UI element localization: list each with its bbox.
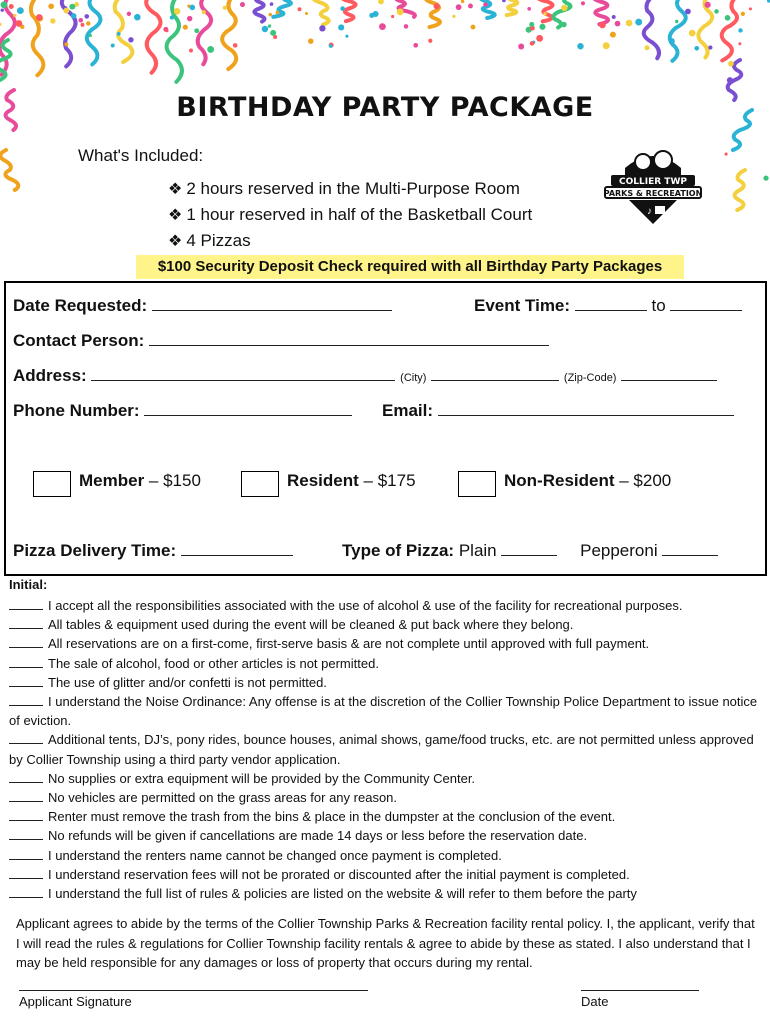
signature-label: Applicant Signature <box>19 994 132 1009</box>
streamer <box>481 0 495 18</box>
confetti-dot <box>610 32 616 38</box>
confetti-dot <box>738 42 741 45</box>
initial-blank[interactable] <box>9 790 43 802</box>
streamer <box>698 0 712 58</box>
streamer <box>146 0 160 73</box>
confetti-dot <box>612 15 616 19</box>
confetti-dot <box>0 8 3 11</box>
confetti-dot <box>0 23 2 26</box>
streamer <box>553 0 570 28</box>
confetti-dot <box>685 9 691 15</box>
svg-text:♪: ♪ <box>647 206 652 217</box>
confetti-dot <box>539 24 545 30</box>
date-requested-field[interactable] <box>152 296 392 311</box>
confetti-dot <box>502 0 506 2</box>
email-label: Email: <box>382 401 434 420</box>
confetti-dot <box>561 5 567 11</box>
date-line[interactable] <box>581 990 699 991</box>
rule-item: No vehicles are permitted on the grass areas for any reason. <box>9 788 764 807</box>
confetti-dot <box>404 24 409 29</box>
resident-option: Resident – $175 <box>287 471 416 490</box>
pepperoni-label: Pepperoni <box>580 541 658 560</box>
rule-item: I understand the renters name cannot be changed once payment is completed. <box>9 846 764 865</box>
member-checkbox[interactable] <box>33 471 71 497</box>
confetti-dot <box>461 0 465 3</box>
rule-item: The use of glitter and/or confetti is not permitted. <box>9 673 764 692</box>
streamer <box>0 40 11 80</box>
initial-blank[interactable] <box>9 771 43 783</box>
rule-item: Additional tents, DJ’s, pony rides, bounce houses, animal shows, game/food trucks, etc. are not permitted unless approved by Collier Township using a third party vendor application. <box>9 732 754 767</box>
confetti-dot <box>262 26 268 32</box>
confetti-dot <box>36 15 43 22</box>
confetti-dot <box>268 24 271 27</box>
non-resident-checkbox[interactable] <box>458 471 496 497</box>
rule-item: I understand the Noise Ordinance: Any offense is at the discretion of the Collier Township Police Department to issue notice of eviction. <box>9 694 758 729</box>
rule-item: I understand the full list of rules & policies are listed on the website & will refer to them before the party <box>9 884 764 903</box>
confetti-dot <box>187 4 190 7</box>
non-resident-option: Non-Resident – $200 <box>504 471 672 490</box>
included-heading: What's Included: <box>78 146 204 165</box>
included-list <box>168 176 532 254</box>
confetti-dot <box>345 35 348 38</box>
confetti-dot <box>468 4 473 9</box>
confetti-dot <box>741 12 745 16</box>
event-time-start-field[interactable] <box>575 296 647 311</box>
confetti-dot <box>17 7 24 14</box>
initial-blank[interactable] <box>9 886 43 898</box>
streamer <box>342 0 356 21</box>
confetti-dot <box>626 20 633 27</box>
confetti-dot <box>530 41 535 46</box>
rule-item: All tables & equipment used during the event will be cleaned & put back where they belong. <box>9 615 764 634</box>
date-requested-row <box>13 296 392 316</box>
streamer <box>644 0 659 58</box>
streamer <box>254 0 264 22</box>
logo-line2: PARKS & RECREATION <box>603 189 703 198</box>
confetti-dot <box>1 1 8 8</box>
confetti-dot <box>428 39 432 43</box>
streamer <box>594 0 608 24</box>
pizza-type-label: Type of Pizza: <box>342 541 455 560</box>
confetti-dot <box>270 2 274 6</box>
rule-item: I understand reservation fees will not be prorated or discounted after the initial payment is completed. <box>9 865 764 884</box>
confetti-dot <box>74 2 79 7</box>
diamond-bullet-icon: ❖ <box>168 233 183 250</box>
confetti-dot <box>308 38 313 43</box>
confetti-dot <box>615 21 621 27</box>
confetti-dot <box>725 153 728 156</box>
streamer <box>313 0 328 25</box>
pepperoni-field[interactable] <box>662 541 718 556</box>
confetti-dot <box>305 12 308 15</box>
plain-field[interactable] <box>501 541 557 556</box>
streamer <box>735 170 745 210</box>
confetti-dot <box>207 46 214 53</box>
initial-blank[interactable] <box>9 828 43 840</box>
confetti-dot <box>728 61 734 67</box>
confetti-dot <box>64 42 68 46</box>
confetti-dot <box>456 4 462 10</box>
collier-twp-logo <box>603 148 703 226</box>
confetti-dot <box>187 16 192 21</box>
confetti-dot <box>581 1 585 5</box>
streamer <box>62 0 76 66</box>
confetti-dot <box>163 27 168 32</box>
initial-blank[interactable] <box>9 598 43 610</box>
included-item: ❖ 1 hour reserved in half of the Basketball Court <box>168 205 533 224</box>
pizza-delivery-field[interactable] <box>181 541 293 556</box>
confetti-dot <box>13 14 16 17</box>
confetti-dot <box>20 25 24 29</box>
confetti-dot <box>689 30 696 37</box>
zip-field[interactable] <box>621 366 717 381</box>
confetti-dot <box>340 6 345 11</box>
phone-label: Phone Number: <box>13 401 140 420</box>
date-requested-label: Date Requested: <box>13 296 148 315</box>
email-row <box>382 401 734 421</box>
pizza-delivery-label: Pizza Delivery Time: <box>13 541 177 560</box>
phone-row <box>13 401 352 421</box>
phone-field[interactable] <box>144 401 352 416</box>
confetti-dot <box>194 28 199 33</box>
confetti-dot <box>530 26 535 31</box>
confetti-dot <box>714 9 719 14</box>
confetti-dot <box>81 23 85 27</box>
event-time-row <box>474 296 742 316</box>
rule-item: Renter must remove the trash from the bins & place in the dumpster at the conclusion of the event. <box>9 807 764 826</box>
confetti-dot <box>273 35 277 39</box>
included-item: ❖ 4 Pizzas <box>168 231 251 250</box>
initial-blank[interactable] <box>9 867 43 879</box>
confetti-dot <box>369 13 374 18</box>
confetti-dot <box>705 2 711 8</box>
streamer <box>198 0 211 64</box>
confetti-dot <box>319 25 325 31</box>
confetti-dot <box>452 15 455 18</box>
confetti-dot <box>738 28 742 32</box>
resident-checkbox[interactable] <box>241 471 279 497</box>
confetti-dot <box>268 13 271 16</box>
confetti-dot <box>543 12 547 16</box>
city-field[interactable] <box>431 366 559 381</box>
confetti-dot <box>329 44 333 48</box>
streamer <box>222 0 236 69</box>
initial-blank[interactable] <box>9 848 43 860</box>
to-label: to <box>651 296 666 315</box>
streamer <box>115 0 133 62</box>
email-field[interactable] <box>438 401 734 416</box>
confetti-dot <box>329 43 334 48</box>
rule-item: I accept all the responsibilities associated with the use of alcohol & use of the facility for recreational purposes. <box>9 596 764 615</box>
streamer <box>0 150 18 190</box>
streamer <box>538 0 553 21</box>
deposit-note: $100 Security Deposit Check required with all Birthday Party Packages <box>136 255 684 279</box>
initial-blank[interactable] <box>9 636 43 648</box>
confetti-dot <box>189 49 193 53</box>
date-label: Date <box>581 994 609 1009</box>
confetti-dot <box>15 20 22 27</box>
confetti-dot <box>599 22 606 29</box>
confetti-dot <box>708 45 712 49</box>
confetti-dot <box>413 43 418 48</box>
confetti-dot <box>483 2 488 7</box>
confetti-dot <box>532 41 535 44</box>
confetti-dot <box>78 18 83 23</box>
contact-person-row <box>13 331 549 351</box>
address-row <box>13 366 717 386</box>
initial-blank[interactable] <box>9 656 43 668</box>
confetti-dot <box>471 25 476 30</box>
initial-blank[interactable] <box>9 675 43 687</box>
confetti-dot <box>183 25 188 30</box>
streamer <box>167 0 182 82</box>
contact-person-field[interactable] <box>149 331 549 346</box>
confetti-dot <box>529 22 534 27</box>
rule-item: No refunds will be given if cancellations are made 14 days or less before the reservation date. <box>9 826 764 845</box>
confetti-dot <box>86 21 91 26</box>
streamer <box>87 0 101 64</box>
confetti-dot <box>223 6 227 10</box>
streamer <box>0 0 15 75</box>
confetti-dot <box>378 0 384 4</box>
confetti-dot <box>50 18 55 23</box>
confetti-dot <box>391 15 394 18</box>
streamer <box>396 0 415 17</box>
confetti-dot <box>527 7 531 11</box>
registration-form <box>4 281 767 576</box>
confetti-dot <box>117 32 121 36</box>
city-label: (City) <box>400 372 427 384</box>
included-item: ❖ 2 hours reserved in the Multi-Purpose Room <box>168 179 520 198</box>
confetti-dot <box>276 11 280 15</box>
confetti-dot <box>338 24 344 30</box>
confetti-dot <box>111 44 115 48</box>
confetti-dot <box>84 14 89 19</box>
streamer <box>273 0 291 17</box>
confetti-dot <box>526 27 532 33</box>
confetti-dot <box>561 22 567 28</box>
confetti-dot <box>749 7 752 10</box>
plain-label: Plain <box>458 541 497 560</box>
pizza-delivery-row <box>13 541 293 561</box>
contact-person-label: Contact Person: <box>13 331 145 350</box>
confetti-dot <box>9 4 14 9</box>
streamer <box>507 0 518 15</box>
confetti-dot <box>71 13 76 18</box>
confetti-dot <box>240 2 245 7</box>
signature-line[interactable] <box>19 990 368 991</box>
confetti-dot <box>373 11 379 17</box>
rule-item: The sale of alcohol, food or other articles is not permitted. <box>9 654 764 673</box>
agreement-text: Applicant agrees to abide by the terms of the Collier Township Parks & Recreation facility rental policy. I, the applicant, verify that I will read the rules & regulations for Collier Township facility rentals & agree to abide by these as stated. I also understand that I may be held responsible for any damages or loss of property that occurs during my rental. <box>16 916 755 970</box>
diamond-bullet-icon: ❖ <box>168 181 183 198</box>
confetti-dot <box>69 4 75 10</box>
confetti-dot <box>577 43 583 49</box>
streamer <box>722 0 738 60</box>
confetti-dot <box>635 19 642 26</box>
diamond-bullet-icon: ❖ <box>168 207 183 224</box>
logo-line1: COLLIER TWP <box>619 177 687 187</box>
address-label: Address: <box>13 366 87 385</box>
initial-heading: Initial: <box>9 577 48 592</box>
confetti-dot <box>379 23 386 30</box>
rule-item: All reservations are on a first-come, first-serve basis & are not complete until approved with full payment. <box>9 634 764 653</box>
confetti-dot <box>189 5 195 11</box>
confetti-dot <box>170 15 174 19</box>
confetti-dot <box>134 14 141 21</box>
initial-blank[interactable] <box>9 694 43 706</box>
initial-blank[interactable] <box>9 617 43 629</box>
initial-blank[interactable] <box>9 809 43 821</box>
confetti-dot <box>36 14 43 21</box>
streamer <box>31 0 43 75</box>
confetti-dot <box>89 34 92 37</box>
pizza-type-row <box>342 541 718 561</box>
confetti-dot <box>518 43 524 49</box>
address-field[interactable] <box>91 366 395 381</box>
confetti-dot <box>727 77 733 83</box>
confetti-dot <box>298 7 302 11</box>
confetti-dot <box>174 8 181 15</box>
confetti-dot <box>270 30 276 36</box>
confetti-dot <box>675 20 678 23</box>
confetti-dot <box>725 15 731 21</box>
confetti-dot <box>434 3 440 9</box>
page-title: BIRTHDAY PARTY PACKAGE <box>176 92 594 123</box>
confetti-dot <box>397 8 404 15</box>
confetti-dot <box>48 3 54 9</box>
event-time-label: Event Time: <box>474 296 571 315</box>
confetti-dot <box>669 38 675 44</box>
streamer <box>426 0 440 27</box>
streamer <box>670 0 686 61</box>
rule-item: No supplies or extra equipment will be provided by the Community Center. <box>9 769 764 788</box>
confetti-dot <box>536 35 543 42</box>
zip-label: (Zip-Code) <box>563 372 617 384</box>
initial-blank[interactable] <box>9 732 43 744</box>
confetti-dot <box>233 43 238 48</box>
confetti-dot <box>63 8 69 14</box>
confetti-dot <box>63 6 67 10</box>
confetti-dot <box>763 176 768 181</box>
member-option: Member – $150 <box>79 471 201 490</box>
event-time-end-field[interactable] <box>670 296 742 311</box>
rules-list <box>9 596 764 903</box>
confetti-dot <box>127 12 131 16</box>
confetti-dot <box>645 45 650 50</box>
confetti-dot <box>128 37 133 42</box>
confetti-dot <box>202 10 206 14</box>
confetti-dot <box>603 42 610 49</box>
confetti-dot <box>165 29 168 32</box>
confetti-dot <box>694 46 699 51</box>
